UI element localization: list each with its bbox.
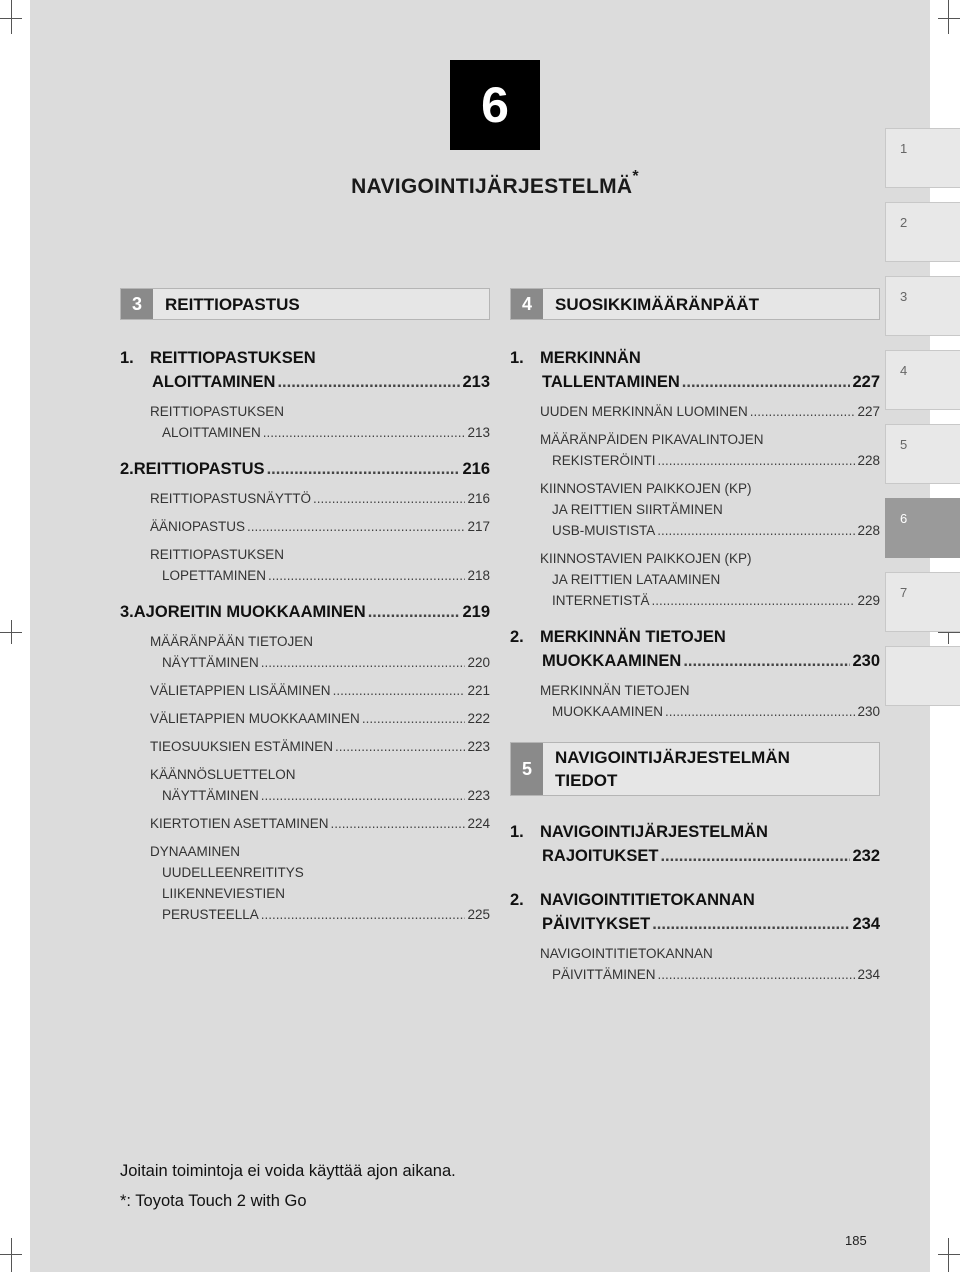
toc-entry[interactable] xyxy=(540,429,880,471)
entry-title: LOPETTAMINEN xyxy=(162,568,267,583)
toc-entry[interactable] xyxy=(150,764,490,806)
page-ref: 216 xyxy=(462,460,490,478)
side-tab-8[interactable] xyxy=(885,646,960,706)
leader-dots xyxy=(658,450,856,471)
entry-title: REITTIOPASTUSNÄYTTÖ xyxy=(150,491,312,506)
page-ref: 213 xyxy=(467,425,490,440)
leader-dots xyxy=(333,680,466,701)
chapter-num: 2. xyxy=(120,460,134,478)
toc-entry[interactable] xyxy=(540,680,880,722)
entry-title: PÄIVITTÄMINEN xyxy=(552,967,656,982)
entry-title: VÄLIETAPPIEN MUOKKAAMINEN xyxy=(150,711,360,726)
entry-title: KIINNOSTAVIEN PAIKKOJEN (KP) xyxy=(540,481,752,496)
toc-chapter[interactable] xyxy=(510,820,880,868)
leader-dots xyxy=(682,370,851,394)
page-ref: 223 xyxy=(467,788,490,803)
page-ref: 234 xyxy=(852,915,880,933)
entry-title: MÄÄRÄNPÄIDEN PIKAVALINTOJEN xyxy=(540,432,764,447)
footnote: *: Toyota Touch 2 with Go xyxy=(120,1192,307,1210)
entry-title: NAVIGOINTITIETOKANNAN xyxy=(540,946,713,961)
section-header-3 xyxy=(120,288,490,320)
page-ref: 229 xyxy=(857,593,880,608)
entry-title: NÄYTTÄMINEN xyxy=(162,655,259,670)
leader-dots xyxy=(657,520,855,541)
section-header-4 xyxy=(510,288,880,320)
chapter-num: 2. xyxy=(510,891,524,909)
entry-title: MUOKKAAMINEN xyxy=(552,704,664,719)
entry-title: JA REITTIEN SIIRTÄMINEN xyxy=(552,502,723,517)
footer-note: Joitain toimintoja ei voida käyttää ajon aikana. xyxy=(120,1162,456,1180)
page-ref: 218 xyxy=(467,568,490,583)
toc-entry[interactable] xyxy=(150,488,490,509)
crop-mark xyxy=(11,0,12,34)
chapter-num: 1. xyxy=(120,349,134,367)
entry-title: KIERTOTIEN ASETTAMINEN xyxy=(150,816,329,831)
leader-dots xyxy=(362,708,466,729)
toc-chapter[interactable] xyxy=(510,888,880,936)
chapter-title: MERKINNÄN TIETOJEN xyxy=(540,628,726,646)
entry-title: USB-MUISTISTA xyxy=(552,523,656,538)
page-ref: 217 xyxy=(467,519,490,534)
entry-title: KIINNOSTAVIEN PAIKKOJEN (KP) xyxy=(540,551,752,566)
leader-dots xyxy=(368,600,461,624)
crop-mark xyxy=(938,18,960,19)
leader-dots xyxy=(683,649,850,673)
entry-title: ÄÄNIOPASTUS xyxy=(150,519,246,534)
chapter-title: REITTIOPASTUS xyxy=(133,460,265,478)
leader-dots xyxy=(335,736,465,757)
chapter-title: AJOREITIN MUOKKAAMINEN xyxy=(133,603,366,621)
entry-title: REITTIOPASTUKSEN xyxy=(150,547,285,562)
section-title-line: TIEDOT xyxy=(555,771,618,790)
toc-column-right xyxy=(510,288,880,992)
toc-entries xyxy=(510,680,880,722)
page-title-text: NAVIGOINTIJÄRJESTELMÄ xyxy=(351,175,633,198)
toc-entry[interactable] xyxy=(150,516,490,537)
page-ref: 216 xyxy=(467,491,490,506)
toc-chapter[interactable] xyxy=(120,346,490,394)
toc-entries xyxy=(510,943,880,985)
toc-entry[interactable] xyxy=(150,736,490,757)
leader-dots xyxy=(261,652,466,673)
leader-dots xyxy=(652,590,856,611)
chapter-title: NAVIGOINTITIETOKANNAN xyxy=(540,891,755,909)
page-ref: 228 xyxy=(857,523,880,538)
entry-title: REITTIOPASTUKSEN xyxy=(150,404,285,419)
entry-title: MERKINNÄN TIETOJEN xyxy=(540,683,690,698)
chapter-num: 1. xyxy=(510,823,524,841)
side-tab-6[interactable]: 6 xyxy=(885,498,960,558)
toc-entry[interactable] xyxy=(150,680,490,701)
entry-title: ALOITTAMINEN xyxy=(162,425,261,440)
toc-entries xyxy=(120,488,490,586)
crop-mark xyxy=(948,0,949,34)
side-tab-4[interactable]: 4 xyxy=(885,350,960,410)
leader-dots xyxy=(331,813,466,834)
chapter-title: MUOKKAAMINEN xyxy=(542,652,682,670)
section-number: 4 xyxy=(511,289,543,319)
section-title: REITTIOPASTUS xyxy=(165,294,300,314)
page-ref: 213 xyxy=(462,373,490,391)
crop-mark xyxy=(948,1238,949,1272)
chapter-number-box: 6 xyxy=(450,60,540,150)
toc-chapter[interactable] xyxy=(510,346,880,394)
leader-dots xyxy=(665,701,855,722)
entry-title: INTERNETISTÄ xyxy=(552,593,650,608)
toc-column-left xyxy=(120,288,490,932)
crop-mark xyxy=(11,1238,12,1272)
page-ref: 221 xyxy=(467,683,490,698)
chapter-title: TALLENTAMINEN xyxy=(542,373,680,391)
page-ref: 222 xyxy=(467,711,490,726)
toc-entries xyxy=(120,401,490,443)
toc-entries xyxy=(120,631,490,925)
leader-dots xyxy=(247,516,465,537)
page-ref: 219 xyxy=(462,603,490,621)
entry-title: REKISTERÖINTI xyxy=(552,453,656,468)
toc-entry[interactable] xyxy=(150,841,490,925)
section-title-line: NAVIGOINTIJÄRJESTELMÄN xyxy=(555,748,790,767)
chapter-title: PÄIVITYKSET xyxy=(542,915,651,933)
page-ref: 224 xyxy=(467,816,490,831)
page-ref: 228 xyxy=(857,453,880,468)
toc-entry[interactable] xyxy=(150,631,490,673)
toc-entries xyxy=(510,401,880,611)
page-title xyxy=(30,168,960,199)
toc-entry[interactable] xyxy=(540,548,880,611)
page-ref: 223 xyxy=(467,739,490,754)
entry-title: JA REITTIEN LATAAMINEN xyxy=(552,572,721,587)
section-number: 3 xyxy=(121,289,153,319)
page-ref: 230 xyxy=(857,704,880,719)
page-ref: 225 xyxy=(467,907,490,922)
page-ref: 232 xyxy=(852,847,880,865)
page-ref: 220 xyxy=(467,655,490,670)
crop-mark xyxy=(938,632,960,633)
leader-dots xyxy=(660,844,850,868)
toc-entry[interactable] xyxy=(540,401,880,422)
chapter-title: NAVIGOINTIJÄRJESTELMÄN xyxy=(540,823,768,841)
toc-entry[interactable] xyxy=(150,708,490,729)
chapter-num: 3. xyxy=(120,603,134,621)
leader-dots xyxy=(277,370,460,394)
toc-entry[interactable] xyxy=(150,813,490,834)
entry-title: VÄLIETAPPIEN LISÄÄMINEN xyxy=(150,683,331,698)
entry-title: LIIKENNEVIESTIEN xyxy=(162,886,286,901)
leader-dots xyxy=(267,457,461,481)
section-title xyxy=(543,743,790,795)
chapter-title: REITTIOPASTUKSEN xyxy=(150,349,316,367)
section-number: 5 xyxy=(511,743,543,795)
side-tab-2[interactable]: 2 xyxy=(885,202,960,262)
page-ref: 230 xyxy=(852,652,880,670)
toc-chapter[interactable] xyxy=(120,457,490,481)
leader-dots xyxy=(263,422,466,443)
toc-chapter[interactable] xyxy=(120,600,490,624)
page-ref: 234 xyxy=(857,967,880,982)
page-ref: 227 xyxy=(852,373,880,391)
chapter-title: MERKINNÄN xyxy=(540,349,641,367)
chapter-num: 1. xyxy=(510,349,524,367)
page-ref: 227 xyxy=(857,404,880,419)
entry-title: TIEOSUUKSIEN ESTÄMINEN xyxy=(150,739,334,754)
side-tab-5[interactable]: 5 xyxy=(885,424,960,484)
page-number: 185 xyxy=(845,1233,867,1248)
chapter-title: RAJOITUKSET xyxy=(542,847,659,865)
leader-dots xyxy=(652,912,850,936)
crop-mark xyxy=(938,1254,960,1255)
entry-title: MÄÄRÄNPÄÄN TIETOJEN xyxy=(150,634,314,649)
toc-entry[interactable] xyxy=(540,943,880,985)
entry-title: PERUSTEELLA xyxy=(162,907,259,922)
leader-dots xyxy=(750,401,856,422)
entry-title: KÄÄNNÖSLUETTELON xyxy=(150,767,296,782)
leader-dots xyxy=(313,488,465,509)
side-tab-1[interactable]: 1 xyxy=(885,128,960,188)
crop-mark xyxy=(11,620,12,644)
title-footnote-mark: * xyxy=(632,168,639,185)
entry-title: DYNAAMINEN xyxy=(150,844,241,859)
chapter-num: 2. xyxy=(510,628,524,646)
entry-title: NÄYTTÄMINEN xyxy=(162,788,259,803)
toc-entry[interactable] xyxy=(150,544,490,586)
toc-chapter[interactable] xyxy=(510,625,880,673)
section-header-5 xyxy=(510,742,880,796)
leader-dots xyxy=(261,785,466,806)
entry-title: UUDELLEENREITITYS xyxy=(162,865,304,880)
section-title: SUOSIKKIMÄÄRÄNPÄÄT xyxy=(555,294,759,314)
leader-dots xyxy=(268,565,465,586)
entry-title: UUDEN MERKINNÄN LUOMINEN xyxy=(540,404,748,419)
side-tab-7[interactable]: 7 xyxy=(885,572,960,632)
toc-entry[interactable] xyxy=(150,401,490,443)
toc-entry[interactable] xyxy=(540,478,880,541)
leader-dots xyxy=(261,904,466,925)
leader-dots xyxy=(658,964,856,985)
chapter-title: ALOITTAMINEN xyxy=(152,373,276,391)
side-tab-3[interactable]: 3 xyxy=(885,276,960,336)
